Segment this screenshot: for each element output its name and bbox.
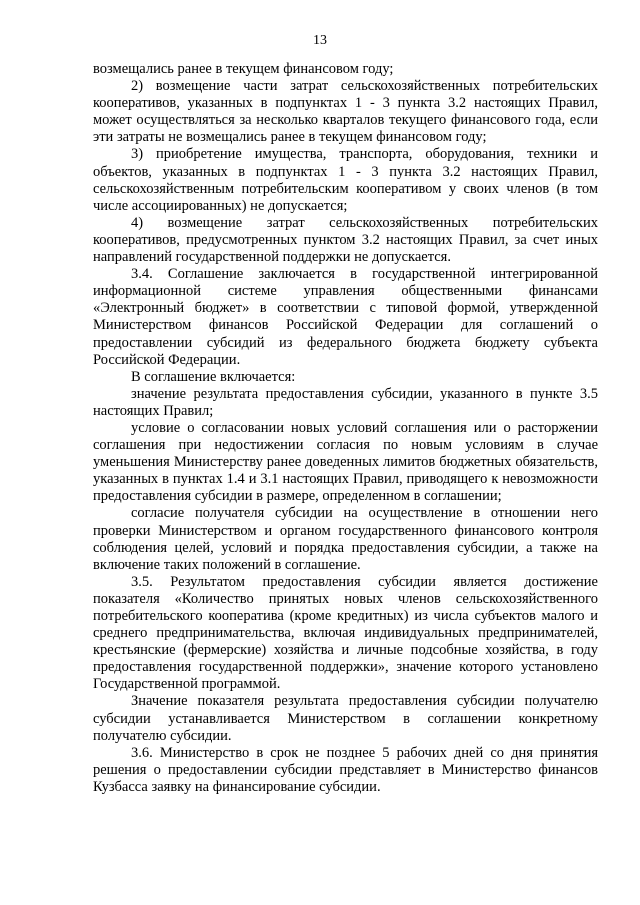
paragraph-3-4: 3.4. Соглашение заключается в государственной интегрированной информационной системе управления общественными финансами «Электронный бюджет» в соответствии с типовой формой, утвержденной Министерством финансов Российской Федерации для соглашений о предоставлении субсидий из федерального бюджета бюджету субъекта Российской Федерации. [93, 266, 598, 368]
paragraph-3-5: 3.5. Результатом предоставления субсидии является достижение показателя «Количество принятых новых членов сельскохозяйственного потребительского кооператива (кроме кредитных) из числа субъектов малого и среднего предпринимательства, включая индивидуальных предпринимателей, крестьянские (фермерские) хозяйства и личные подсобные хозяйства, в году предоставления государственной поддержки», значение которого установлено Государственной программой. [93, 573, 598, 693]
paragraph-item-2: 2) возмещение части затрат сельскохозяйственных потребительских кооперативов, указанных в подпунктах 1 - 3 пункта 3.2 настоящих Правил, может осуществляться за несколько кварталов текущего финансового года, если эти затраты не возмещались ранее в текущем финансовом году; [93, 78, 598, 146]
paragraph-agreement-includes: В соглашение включается: [131, 368, 296, 385]
paragraph-indicator-value: Значение показателя результата предоставления субсидии получателю субсидии устанавливается Министерством в соглашении конкретному получателю субсидии. [93, 693, 598, 744]
paragraph-item-3: 3) приобретение имущества, транспорта, оборудования, техники и объектов, указанных в подпунктах 1 - 3 пункта 3.2 настоящих Правил, сельскохозяйственным потребительским кооперативом у своих членов (в том числе ассоциированных) не допускается; [93, 146, 598, 214]
paragraph-recipient-consent: согласие получателя субсидии на осуществление в отношении него проверки Министерством и органом государственного финансового контроля соблюдения целей, условий и порядка предоставления субсидии, а также на включение таких положений в соглашение. [93, 505, 598, 573]
paragraph-item-4: 4) возмещение затрат сельскохозяйственных потребительских кооперативов, предусмотренных пунктом 3.2 настоящих Правил, за счет иных направлений государственной поддержки не допускается. [93, 214, 598, 266]
paragraph-approval-condition: условие о согласовании новых условий соглашения или о расторжении соглашения при недостижении согласия по новым условиям в случае уменьшения Министерству ранее доведенных лимитов бюджетных обязательств, указанных в пунктах 1.4 и 3.1 настоящих Правил, приводящего к невозможности предоставления субсидии в размере, определенном в соглашении; [93, 419, 598, 505]
paragraph-continuation: возмещались ранее в текущем финансовом году; [93, 61, 394, 77]
paragraph-result-value: значение результата предоставления субсидии, указанного в пункте 3.5 настоящих Правил; [93, 385, 598, 419]
page-number: 13 [313, 33, 327, 48]
paragraph-3-6: 3.6. Министерство в срок не позднее 5 рабочих дней со дня принятия решения о предоставлении субсидии представляет в Министерство финансов Кузбасса заявку на финансирование субсидии. [93, 744, 598, 795]
document-body [93, 61, 598, 796]
